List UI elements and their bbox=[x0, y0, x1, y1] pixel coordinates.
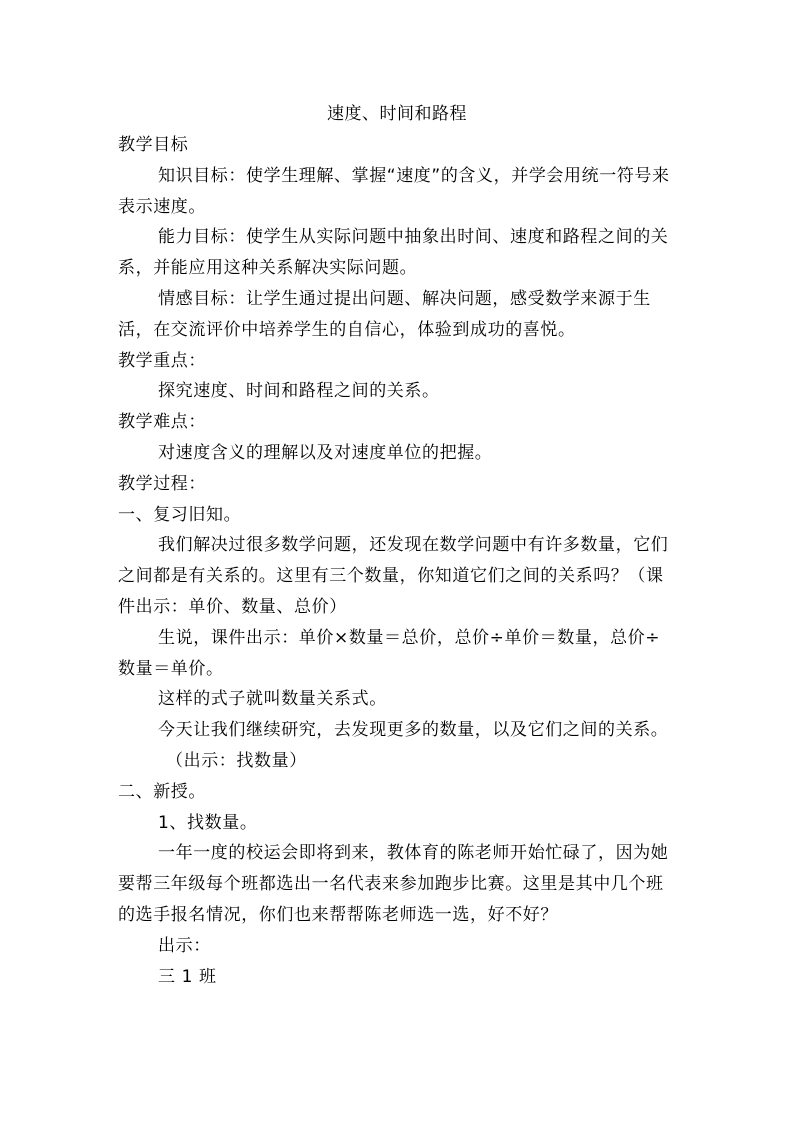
review-paragraph-1: 我们解决过很多数学问题，还发现在数学问题中有许多数量，它们之间都是有关系的。这里有三个数量，你知道它们之间的关系吗？（课件出示：单价、数量、总价） bbox=[118, 535, 669, 617]
find-quantities-subheading: 1、找数量。 bbox=[158, 812, 258, 833]
difficulty-heading: 教学难点： bbox=[118, 412, 206, 433]
difficulty-text: 对速度含义的理解以及对速度单位的把握。 bbox=[158, 442, 493, 463]
review-heading: 一、复习旧知。 bbox=[118, 504, 242, 525]
review-paragraph-3: 这样的式子就叫数量关系式。 bbox=[158, 689, 387, 710]
document-title: 速度、时间和路程 bbox=[327, 104, 467, 124]
process-heading: 教学过程： bbox=[118, 473, 206, 494]
review-paragraph-5: （出示：找数量） bbox=[166, 750, 307, 771]
new-lesson-paragraph-1: 一年一度的校运会即将到来，教体育的陈老师开始忙碌了，因为她要帮三年级每个班都选出一名代表来参加跑步比赛。这里是其中几个班的选手报名情况，你们也来帮帮陈老师选一选，好不好？ bbox=[118, 843, 669, 925]
goal-knowledge-paragraph: 知识目标：使学生理解、掌握“速度”的含义，并学会用统一符号来表示速度。 bbox=[118, 165, 670, 217]
class-label: 三 1 班 bbox=[158, 966, 217, 987]
goal-emotion-paragraph: 情感目标：让学生通过提出问题、解决问题，感受数学来源于生活，在交流评价中培养学生的自信心，体验到成功的喜悦。 bbox=[118, 288, 651, 340]
review-paragraph-4: 今天让我们继续研究，去发现更多的数量，以及它们之间的关系。 bbox=[158, 720, 669, 741]
goal-ability-paragraph: 能力目标：使学生从实际问题中抽象出时间、速度和路程之间的关系，并能应用这种关系解决实际问题。 bbox=[118, 227, 669, 279]
key-points-heading: 教学重点： bbox=[118, 350, 206, 371]
goals-heading: 教学目标 bbox=[118, 135, 189, 155]
document-body bbox=[118, 130, 670, 992]
new-lesson-heading: 二、新授。 bbox=[118, 781, 206, 802]
key-points-text: 探究速度、时间和路程之间的关系。 bbox=[158, 381, 440, 402]
review-paragraph-2: 生说，课件出示：单价×数量＝总价，总价÷单价＝数量，总价÷数量＝单价。 bbox=[118, 627, 661, 679]
show-label: 出示： bbox=[158, 935, 211, 956]
